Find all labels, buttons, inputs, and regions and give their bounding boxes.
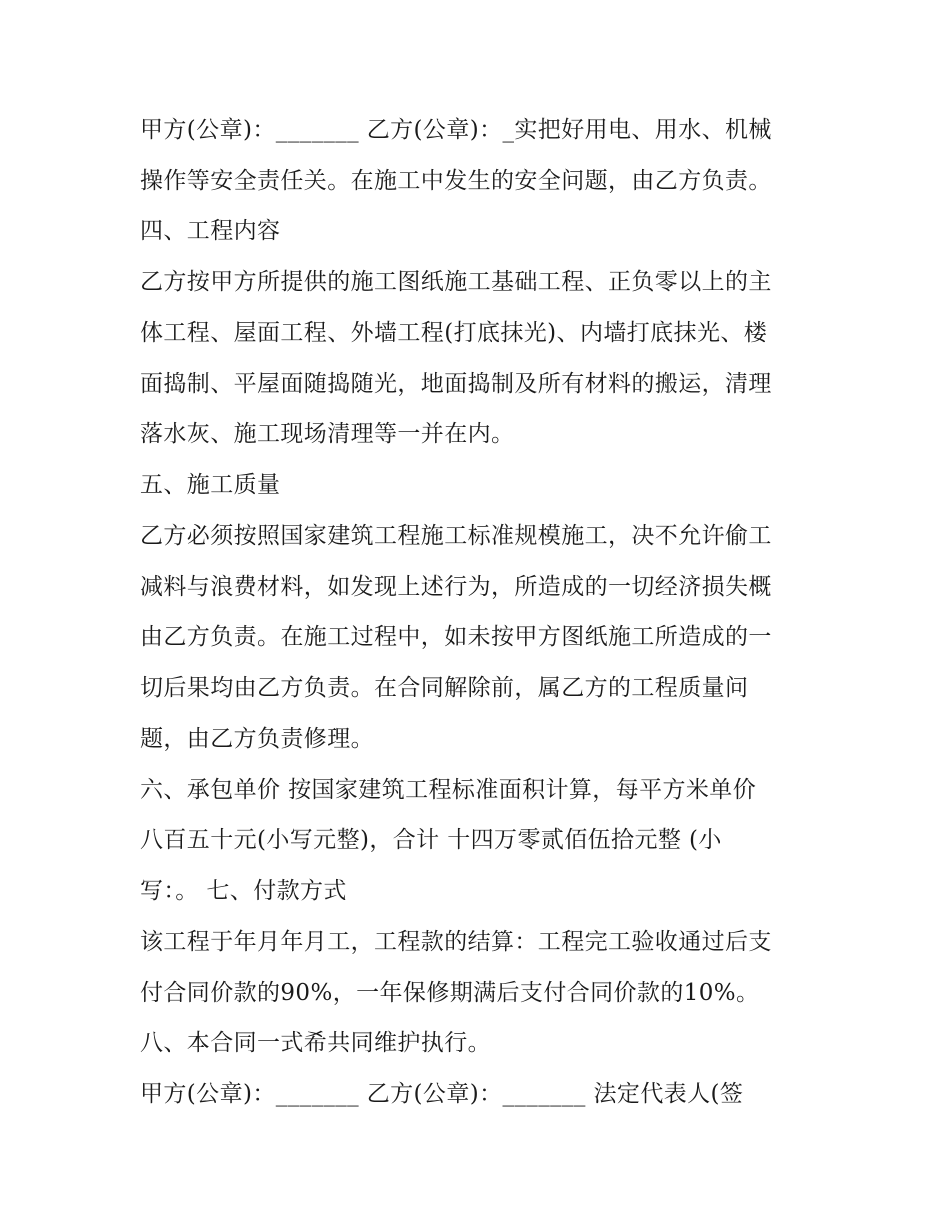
text-line-5: 体工程、屋面工程、外墙工程(打底抹光)、内墙打底抹光、楼 [140, 320, 768, 346]
text-line-4: 乙方按甲方所提供的施工图纸施工基础工程、正负零以上的主 [140, 269, 772, 295]
section-heading-6: 六、承包单价 按国家建筑工程标准面积计算，每平方米单价 [140, 777, 757, 803]
text-line-12: 切后果均由乙方负责。在合同解除前，属乙方的工程质量问 [140, 675, 749, 701]
section-heading-5: 五、施工质量 [140, 472, 281, 498]
text-line-1: 甲方(公章)：_______ 乙方(公章)：_实把好用电、用水、机械 [140, 117, 772, 143]
text-line-18: 付合同价款的90%，一年保修期满后支付合同价款的10%。 [140, 980, 760, 1006]
text-line-13: 题，由乙方负责修理。 [140, 726, 374, 752]
signature-line: 甲方(公章)：_______ 乙方(公章)：_______ 法定代表人(签 [140, 1081, 744, 1107]
text-line-17: 该工程于年月年月工，工程款的结算：工程完工验收通过后支 [140, 929, 772, 955]
text-line-7: 落水灰、施工现场清理等一并在内。 [140, 421, 515, 447]
text-line-16: 写：。 七、付款方式 [140, 878, 347, 904]
text-line-11: 由乙方负责。在施工过程中，如未按甲方图纸施工所造成的一 [140, 624, 772, 650]
text-line-10: 减料与浪费材料，如发现上述行为，所造成的一切经济损失概 [140, 574, 772, 600]
text-line-15: 八百五十元(小写元整)，合计 十四万零贰佰伍拾元整 (小 [140, 827, 722, 853]
text-line-9: 乙方必须按照国家建筑工程施工标准规模施工，决不允许偷工 [140, 523, 772, 549]
text-line-2: 操作等安全责任关。在施工中发生的安全问题，由乙方负责。 [140, 168, 772, 194]
section-heading-4: 四、工程内容 [140, 218, 281, 244]
section-heading-8: 八、本合同一式希共同维护执行。 [140, 1030, 491, 1056]
text-line-6: 面捣制、平屋面随捣随光，地面捣制及所有材料的搬运，清理 [140, 371, 772, 397]
